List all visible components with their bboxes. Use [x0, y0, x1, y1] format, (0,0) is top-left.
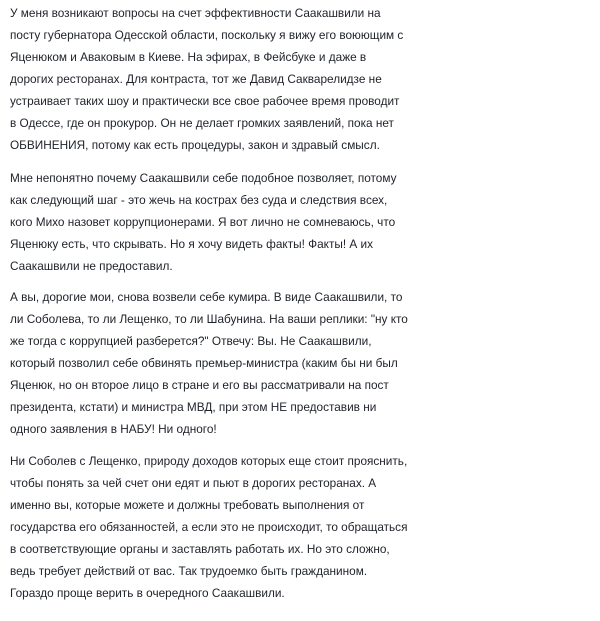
text-line: который позволил себе обвинять премьер-министра (каким бы ни был — [10, 356, 398, 370]
text-line: чтобы понять за чей счет они едят и пьют в дорогих ресторанах. А — [10, 476, 377, 490]
text-line: У меня возникают вопросы на счет эффективности Саакашвили на — [10, 6, 381, 20]
text-line: государства его обязанностей, а если это не происходит, то обращаться — [10, 520, 408, 534]
text-line: ОБВИНЕНИЯ, потому как есть процедуры, закон и здравый смысл. — [10, 138, 380, 152]
text-line: устраивает таких шоу и практически все свое рабочее время проводит — [10, 94, 400, 108]
paragraph-2 — [10, 167, 600, 277]
text-line: Яценюк, но он второе лицо в стране и его вы рассматривали на пост — [10, 378, 389, 392]
paragraph-4 — [10, 450, 600, 604]
text-line: президента, кстати) и министра МВД, при этом НЕ предоставив ни — [10, 400, 377, 414]
text-line: дорогих ресторанах. Для контраста, тот же Давид Сакварелидзе не — [10, 72, 382, 86]
text-line: Яценюком и Аваковым в Киеве. На эфирах, в Фейсбуке и даже в — [10, 50, 367, 64]
text-line: Гораздо проще верить в очередного Саакашвили. — [10, 586, 285, 600]
text-line: в Одессе, где он прокурор. Он не делает громких заявлений, пока нет — [10, 116, 394, 130]
paragraph-1 — [10, 2, 600, 156]
text-line: как следующий шаг - это жечь на кострах без суда и следствия всех, — [10, 193, 388, 207]
text-line: посту губернатора Одесской области, поскольку я вижу его воюющим с — [10, 28, 404, 42]
text-line: Саакашвили не предоставил. — [10, 259, 173, 273]
text-line: Ни Соболев с Лещенко, природу доходов которых еще стоит прояснить, — [10, 454, 408, 468]
text-line: А вы, дорогие мои, снова возвели себе кумира. В виде Саакашвили, то — [10, 290, 403, 304]
text-line: кого Михо назовет коррупционерами. Я вот лично не сомневаюсь, что — [10, 215, 396, 229]
paragraph-3 — [10, 286, 600, 440]
text-line: одного заявления в НАБУ! Ни одного! — [10, 422, 217, 436]
text-line: ли Соболева, то ли Лещенко, то ли Шабунина. На ваши реплики: "ну кто — [10, 312, 408, 326]
text-line: ведь требует действий от вас. Так трудоемко быть гражданином. — [10, 564, 368, 578]
text-line: Яценюку есть, что скрывать. Но я хочу видеть факты! Факты! А их — [10, 237, 374, 251]
text-line: в соответствующие органы и заставлять работать их. Но это сложно, — [10, 542, 390, 556]
text-line: же тогда с коррупцией разберется?" Отвечу: Вы. Не Саакашвили, — [10, 334, 372, 348]
text-line: именно вы, которые можете и должны требовать выполнения от — [10, 498, 365, 512]
text-line: Мне непонятно почему Саакашвили себе подобное позволяет, потому — [10, 171, 397, 185]
